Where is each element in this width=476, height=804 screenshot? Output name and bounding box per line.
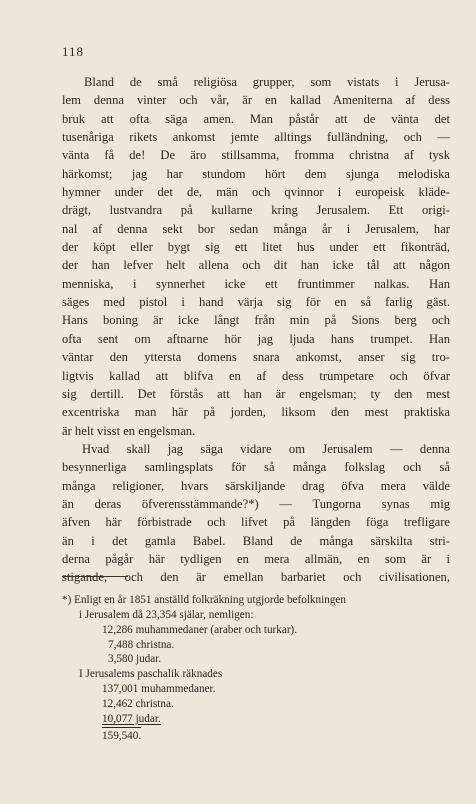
- footnote-line: i Jerusalem då 23,354 själar, nemligen:: [79, 608, 254, 621]
- footnote-total: 159,540.: [102, 727, 141, 744]
- body-line: drägt, lustvandra på kullarne kring Jerusalem. Ett origi-: [62, 203, 450, 218]
- footnote-separator: [62, 576, 128, 577]
- body-line: ofta sent om aftnarne hör jag ljuda hans trumpet. Han: [62, 331, 450, 346]
- body-line: lem denna vinter och vår, är en kallad Ameniterna af dess: [62, 93, 450, 108]
- footnote-line: 12,286 muhammedaner (araber och turkar).: [102, 623, 298, 636]
- body-line: än deras öfverensstämmande?*) — Tungorna synas mig: [62, 496, 450, 511]
- body-line: stigande, och den är emellan barbariet och civilisationen,: [62, 570, 450, 585]
- body-line: besynnerliga samlingsplats för så många folkslag och så: [62, 460, 450, 475]
- body-line: derna pågår här tydligen en mera allmän, en som är i: [62, 551, 450, 566]
- body-line: äfven här förbistrade och lifvet på längden föga trefligare: [62, 515, 450, 530]
- footnote-underlined-figure: 10,077 judar.: [102, 712, 161, 725]
- body-line: menniska, i synnerhet icke ett fruntimmer nalkas. Han: [62, 276, 450, 291]
- body-line: Hvad skall jag säga vidare om Jerusalem — denna: [82, 441, 450, 456]
- footnote-line: [62, 727, 454, 744]
- body-line: vänta få de! De äro stillsamma, fromma christna af tysk: [62, 148, 450, 163]
- body-line: tusenåriga rikets ankomst jemte alltings fulländning, och —: [62, 130, 450, 145]
- footnote-line: *) Enligt en år 1851 anställd folkräkning utgjorde befolkningen: [62, 594, 346, 606]
- footnote-line: I Jerusalems paschalik räknades: [79, 668, 223, 681]
- page-number: 118: [62, 44, 85, 59]
- body-line: Hans boning är icke långt från min på Sions berg och: [62, 313, 450, 328]
- body-line: der han lefver helt allena och dit han icke tål att någon: [62, 258, 450, 273]
- body-line: Bland de små religiösa grupper, som vistats i Jerusa-: [84, 75, 450, 89]
- body-line: hymner under det de, män och qvinnor i europeisk kläde-: [62, 185, 450, 200]
- body-line: härkomst; jag har stundom hört dem sjunga melodiska: [62, 166, 450, 181]
- body-line: bruk att ofta säga amen. Man påstår att de vänta det: [62, 111, 450, 126]
- footnote-line: 137,001 muhammedaner.: [102, 683, 216, 696]
- body-line: är helt visst en engelsman.: [62, 423, 196, 438]
- footnote-line: 3,580 judar.: [108, 653, 162, 666]
- body-line: excentriska man här på jorden, liksom den mest praktiska: [62, 405, 450, 420]
- body-line: många religioner, hvars särskiljande drag öfva mera välde: [62, 478, 450, 493]
- body-text: [62, 73, 450, 587]
- body-line: än i det gamla Babel. Bland de många särskilta stri-: [62, 533, 450, 548]
- footnote: [62, 593, 454, 743]
- body-line: sig dertill. Det förstås att han är engelsman; ty den mest: [62, 386, 450, 401]
- footnote-line: 12,462 christna.: [102, 697, 174, 710]
- body-line: ligtvis kallad att blifva en af dess trumpetare och öfvar: [62, 368, 450, 383]
- footnote-line: 7,488 christna.: [108, 638, 175, 651]
- body-line: der köpt eller bygt sig ett litet hus under ett fikonträd,: [62, 240, 450, 255]
- body-line: säges med pistol i hand värja sig för en så farlig gäst.: [62, 295, 450, 310]
- body-line: väntar den yttersta domens snara ankomst, anser sig tro-: [62, 350, 450, 365]
- footnote-line: [62, 712, 454, 727]
- body-line: nal af denna sekt bor sedan många år i Jerusalem, har: [62, 221, 450, 236]
